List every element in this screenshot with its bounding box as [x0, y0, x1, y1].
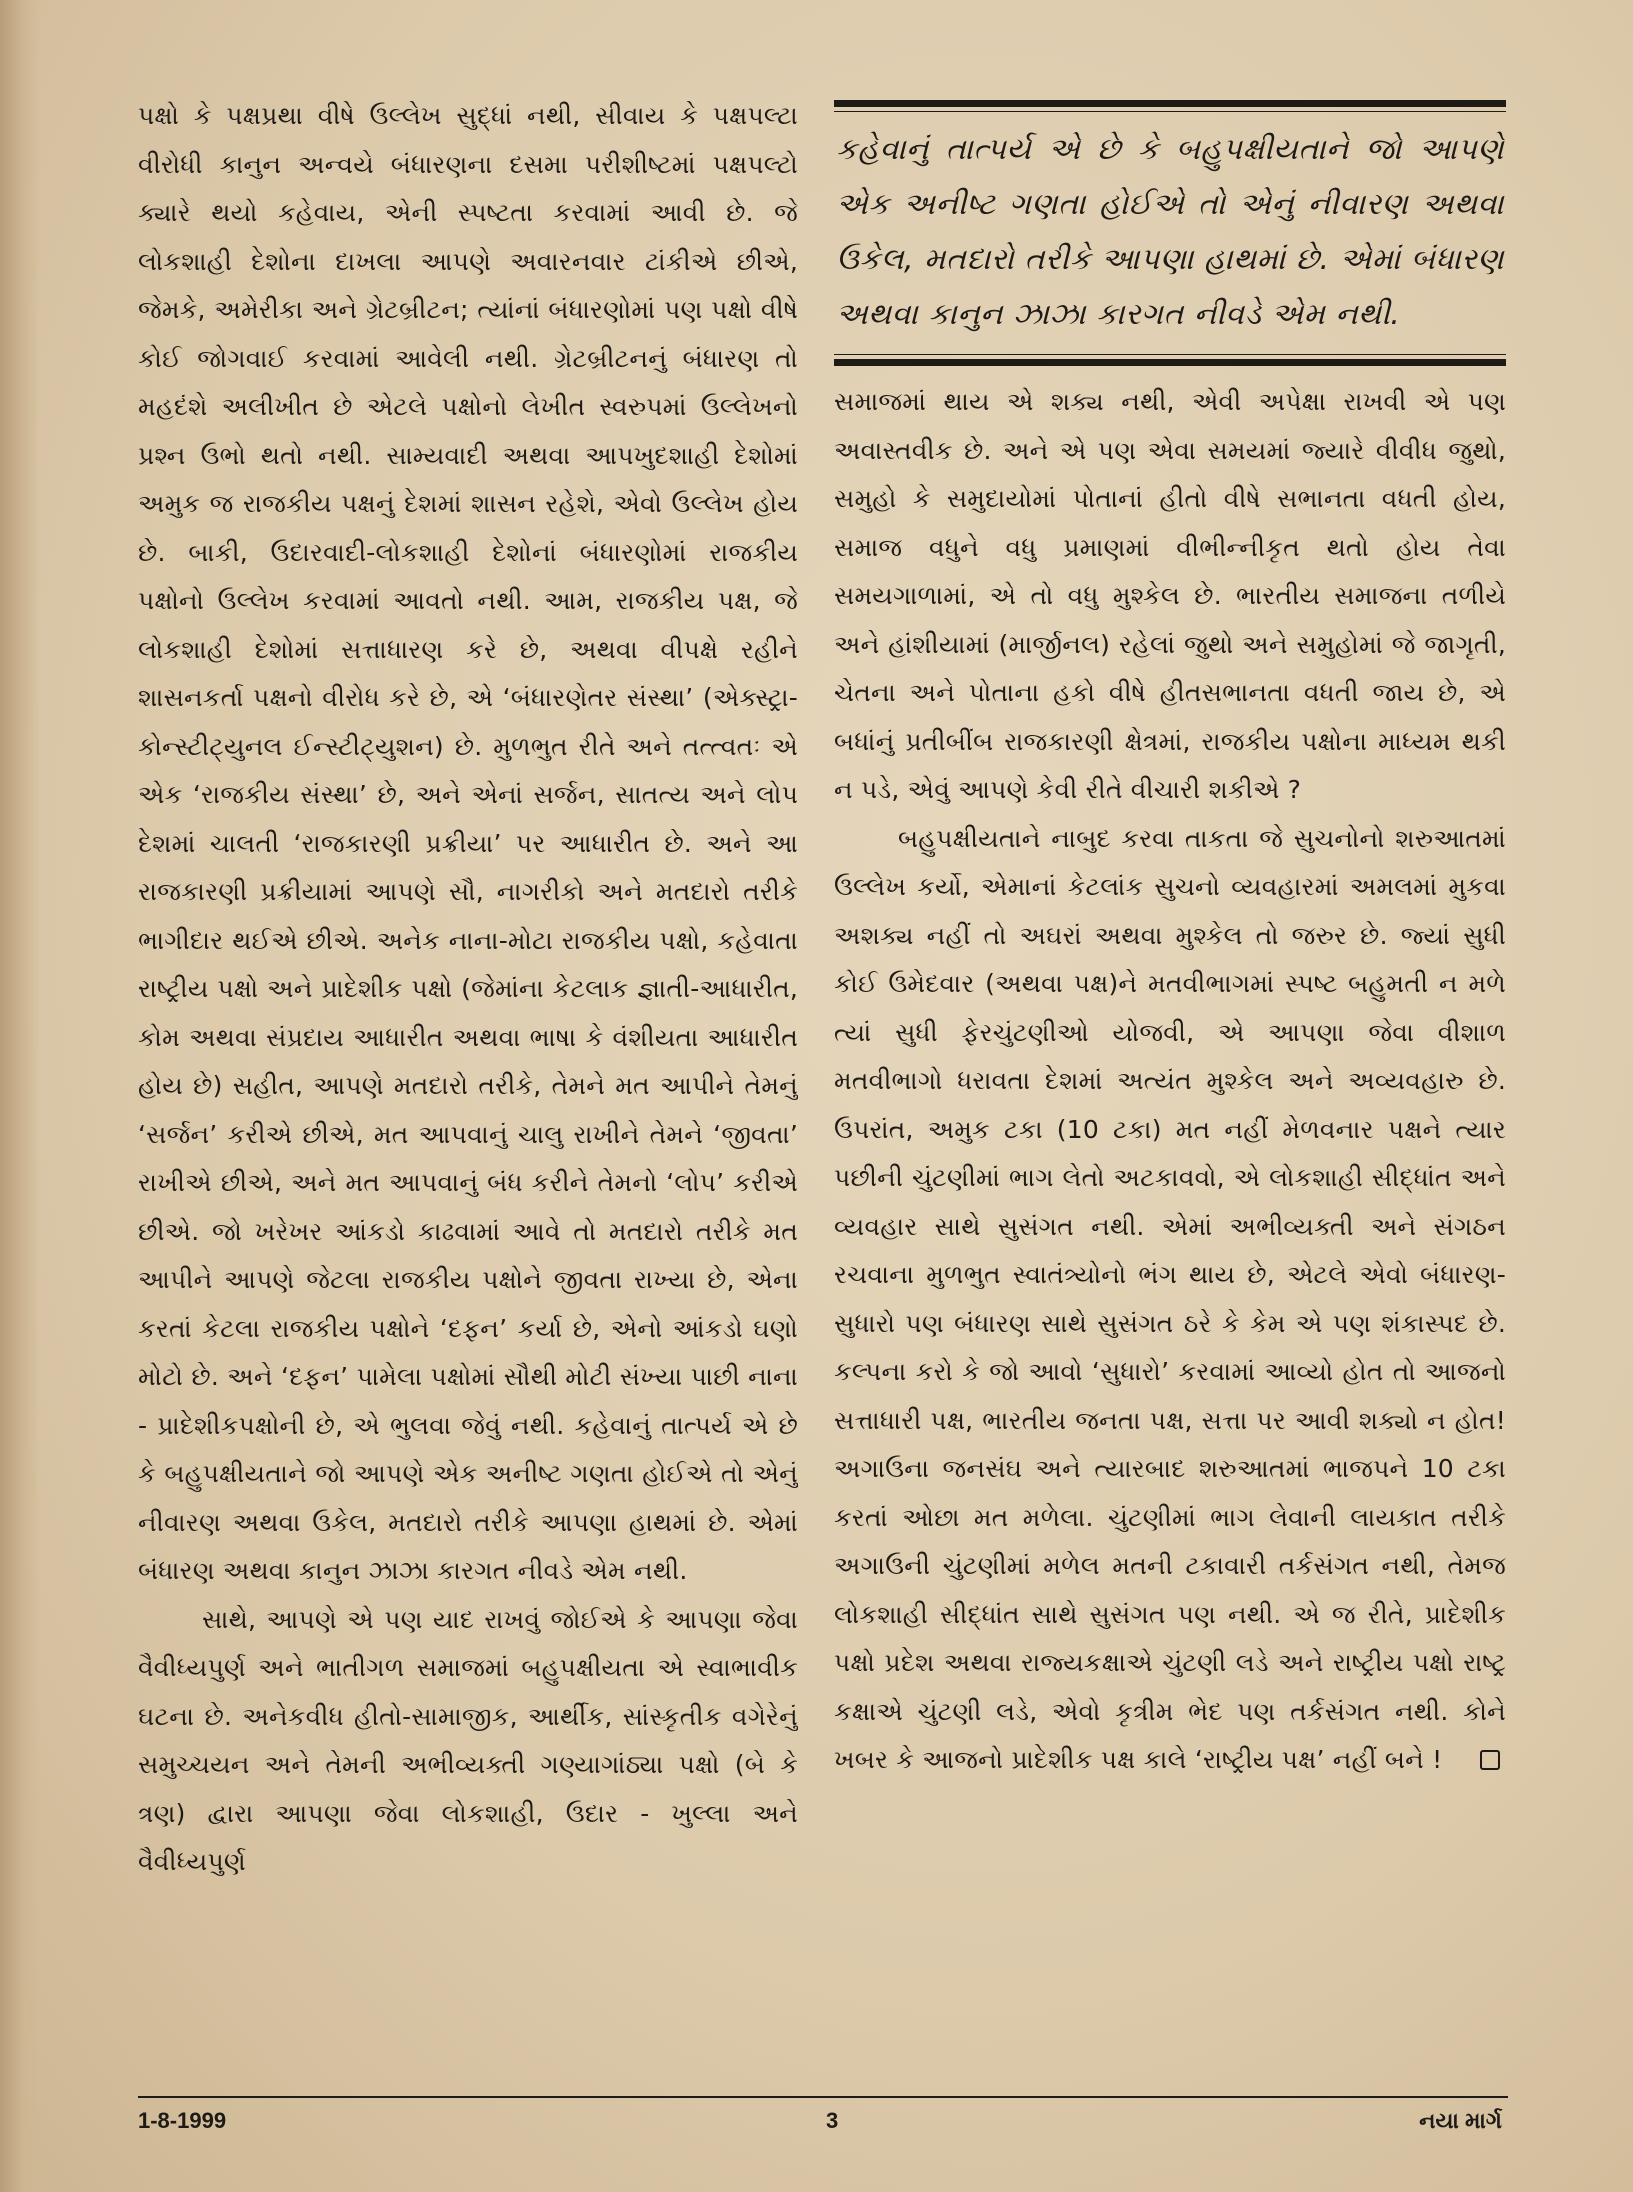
footer-rule — [138, 2096, 1508, 2098]
right-paragraph-2-text: બહુપક્ષીયતાને નાબુદ કરવા તાકતા જે સુચનોનો શરુઆતમાં ઉલ્લેખ કર્યો, એમાનાં કેટલાંક સુચનો વ્યવહારમાં અમલમાં મુકવા અશક્ય નહીં તો અઘરાં અથવા મુશ્કેલ તો જરુર છે. જ્યાં સુધી કોઈ ઉમેદવાર (અથવા પક્ષ)ને મતવીભાગમાં સ્પષ્ટ બહુમતી ન મળે ત્યાં સુધી ફેરચુંટણીઓ યોજવી, એ આપણા જેવા વીશાળ મતવીભાગો ધરાવતા દેશમાં અત્યંત મુશ્કેલ અને અવ્યવહારુ છે. ઉપરાંત, અમુક ટકા (10 ટકા) મત નહીં મેળવનાર પક્ષને ત્યાર પછીની ચુંટણીમાં ભાગ લેતો અટકાવવો, એ લોકશાહી સીદ્ધાંત અને વ્યવહાર સાથે સુસંગત નથી. એમાં અભીવ્યક્તી અને સંગઠન રચવાના મુળભુત સ્વાતંત્ર્યોનો ભંગ થાય છે, એટલે એવો બંધારણ-સુધારો પણ બંધારણ સાથે સુસંગત ઠરે કે કેમ એ પણ શંકાસ્પદ છે. કલ્પના કરો કે જો આવો ‘સુધારો’ કરવામાં આવ્યો હોત તો આજનો સત્તાધારી પક્ષ, ભારતીય જનતા પક્ષ, સત્તા પર આવી શક્યો ન હોત! અગાઉના જનસંઘ અને ત્યારબાદ શરુઆતમાં ભાજપને 10 ટકા કરતાં ઓછા મત મળેલા. ચુંટણીમાં ભાગ લેવાની લાયકાત તરીકે અગાઉની ચુંટણીમાં મળેલ મતની ટકાવારી તર્કસંગત નથી, તેમજ લોકશાહી સીદ્ધાંત સાથે સુસંગત પણ નથી. એ જ રીતે, પ્રાદેશીક પક્ષો પ્રદેશ અથવા રાજ્યકક્ષાએ ચુંટણી લડે અને રાષ્ટ્રીય પક્ષો રાષ્ટ્ર કક્ષાએ ચુંટણી લડે, એવો કૃત્રીમ ભેદ પણ તર્કસંગત નથી. કોને ખબર કે આજનો પ્રાદેશીક પક્ષ કાલે ‘રાષ્ટ્રીય પક્ષ’ નહીં બને ! — [834, 823, 1506, 1774]
footer-date: 1-8-1999 — [138, 2108, 227, 2133]
page-number: 3 — [826, 2108, 839, 2133]
page-footer — [138, 2096, 1508, 2136]
end-of-article-icon — [1480, 1750, 1500, 1770]
pull-quote-box — [834, 100, 1506, 366]
left-paragraph-1: પક્ષો કે પક્ષપ્રથા વીષે ઉલ્લેખ સુદ્ધાં નથી, સીવાય કે પક્ષપલ્ટા વીરોધી કાનુન અન્વયે બંધારણના દસમા પરીશીષ્ટમાં પક્ષપલ્ટો ક્યારે થયો કહેવાય, એની સ્પષ્ટતા કરવામાં આવી છે. જે લોકશાહી દેશોના દાખલા આપણે અવારનવાર ટાંકીએ છીએ, જેમકે, અમેરીકા અને ગ્રેટબ્રીટન; ત્યાંનાં બંધારણોમાં પણ પક્ષો વીષે કોઈ જોગવાઈ કરવામાં આવેલી નથી. ગ્રેટબ્રીટનનું બંધારણ તો મહદંશે અલીખીત છે એટલે પક્ષોનો લેખીત સ્વરુપમાં ઉલ્લેખનો પ્રશ્ન ઉભો થતો નથી. સામ્યવાદી અથવા આપખુદશાહી દેશોમાં અમુક જ રાજકીય પક્ષનું દેશમાં શાસન રહેશે, એવો ઉલ્લેખ હોય છે. બાકી, ઉદારવાદી-લોકશાહી દેશોનાં બંધારણોમાં રાજકીય પક્ષોનો ઉલ્લેખ કરવામાં આવતો નથી. આમ, રાજકીય પક્ષ, જે લોકશાહી દેશોમાં સત્તાધારણ કરે છે, અથવા વીપક્ષે રહીને શાસનકર્તા પક્ષનો વીરોધ કરે છે, એ ‘બંધારણેતર સંસ્થા’ (એક્સ્ટ્રા-કોન્સ્ટીટ્યુનલ ઈન્સ્ટીટ્યુશન) છે. મુળભુત રીતે અને તત્ત્વતઃ એ એક ‘રાજકીય સંસ્થા’ છે, અને એનાં સર્જન, સાતત્ય અને લોપ દેશમાં ચાલતી ‘રાજકારણી પ્રક્રીયા’ પર આધારીત છે. અને આ રાજકારણી પ્રક્રીયામાં આપણે સૌ, નાગરીકો અને મતદારો તરીકે ભાગીદાર થઈએ છીએ. અનેક નાના-મોટા રાજકીય પક્ષો, કહેવાતા રાષ્ટ્રીય પક્ષો અને પ્રાદેશીક પક્ષો (જેમાંના કેટલાક જ્ઞાતી-આધારીત, કોમ અથવા સંપ્રદાય આધારીત અથવા ભાષા કે વંશીયતા આધારીત હોય છે) સહીત, આપણે મતદારો તરીકે, તેમને મત આપીને તેમનું ‘સર્જન’ કરીએ છીએ, મત આપવાનું ચાલુ રાખીને તેમને ‘જીવતા’ રાખીએ છીએ, અને મત આપવાનું બંધ કરીને તેમનો ‘લોપ’ કરીએ છીએ. જો ખરેખર આંકડો કાઢવામાં આવે તો મતદારો તરીકે મત આપીને આપણે જેટલા રાજકીય પક્ષોને જીવતા રાખ્યા છે, એના કરતાં કેટલા રાજકીય પક્ષોને ‘દફન’ કર્યા છે, એનો આંકડો ઘણો મોટો છે. અને ‘દફન’ પામેલા પક્ષોમાં સૌથી મોટી સંખ્યા પાછી નાના - પ્રાદેશીકપક્ષોની છે, એ ભુલવા જેવું નથી. કહેવાનું તાત્પર્ય એ છે કે બહુપક્ષીયતાને જો આપણે એક અનીષ્ટ ગણતા હોઈએ તો એનું નીવારણ અથવા ઉકેલ, મતદારો તરીકે આપણા હાથમાં છે. એમાં બંધારણ અથવા કાનુન ઝાઝા કારગત નીવડે એમ નથી. — [138, 101, 798, 1585]
left-column — [138, 92, 798, 2092]
pull-quote: કહેવાનું તાત્પર્ય એ છે કે બહુપક્ષીયતાને જો આપણે એક અનીષ્ટ ગણતા હોઈએ તો એનું નીવારણ અથવા ઉકેલ, મતદારો તરીકે આપણા હાથમાં છે. એમાં બંધારણ અથવા કાનુન ઝાઝા કારગત નીવડે એમ નથી. — [836, 132, 1504, 332]
right-paragraph-1: સમાજમાં થાય એ શક્ય નથી, એવી અપેક્ષા રાખવી એ પણ અવાસ્તવીક છે. અને એ પણ એવા સમયમાં જ્યારે વીવીધ જુથો, સમુહો કે સમુદાયોમાં પોતાનાં હીતો વીષે સભાનતા વધતી હોય, સમાજ વધુને વધુ પ્રમાણમાં વીભીન્નીકૃત થતો હોય તેવા સમયગાળામાં, એ તો વધુ મુશ્કેલ છે. ભારતીય સમાજના તળીયે અને હાંશીયામાં (માર્જીનલ) રહેલાં જુથો અને સમુહોમાં જે જાગૃતી, ચેતના અને પોતાના હકો વીષે હીતસભાનતા વધતી જાય છે, એ બધાંનું પ્રતીબીંબ રાજકારણી ક્ષેત્રમાં, રાજકીય પક્ષોના માધ્યમ થકી ન પડે, એવું આપણે કેવી રીતે વીચારી શકીએ ? — [834, 387, 1506, 804]
torn-paper-edge — [0, 0, 40, 2192]
publication-name: નયા માર્ગ — [1419, 2108, 1502, 2133]
left-paragraph-2: સાથે, આપણે એ પણ યાદ રાખવું જોઈએ કે આપણા જેવા વૈવીધ્યપુર્ણ અને ભાતીગળ સમાજમાં બહુપક્ષીયતા એ સ્વાભાવીક ઘટના છે. અનેકવીધ હીતો-સામાજીક, આર્થીક, સાંસ્કૃતીક વગેરેનું સમુચ્ચયન અને તેમની અભીવ્યક્તી ગણ્યાગાંઠ્યા પક્ષો (બે કે ત્રણ) દ્વારા આપણા જેવા લોકશાહી, ઉદાર - ખુલ્લા અને વૈવીધ્યપુર્ણ — [138, 1604, 798, 1876]
right-column — [834, 100, 1506, 2070]
right-paragraph-2 — [834, 815, 1506, 1785]
